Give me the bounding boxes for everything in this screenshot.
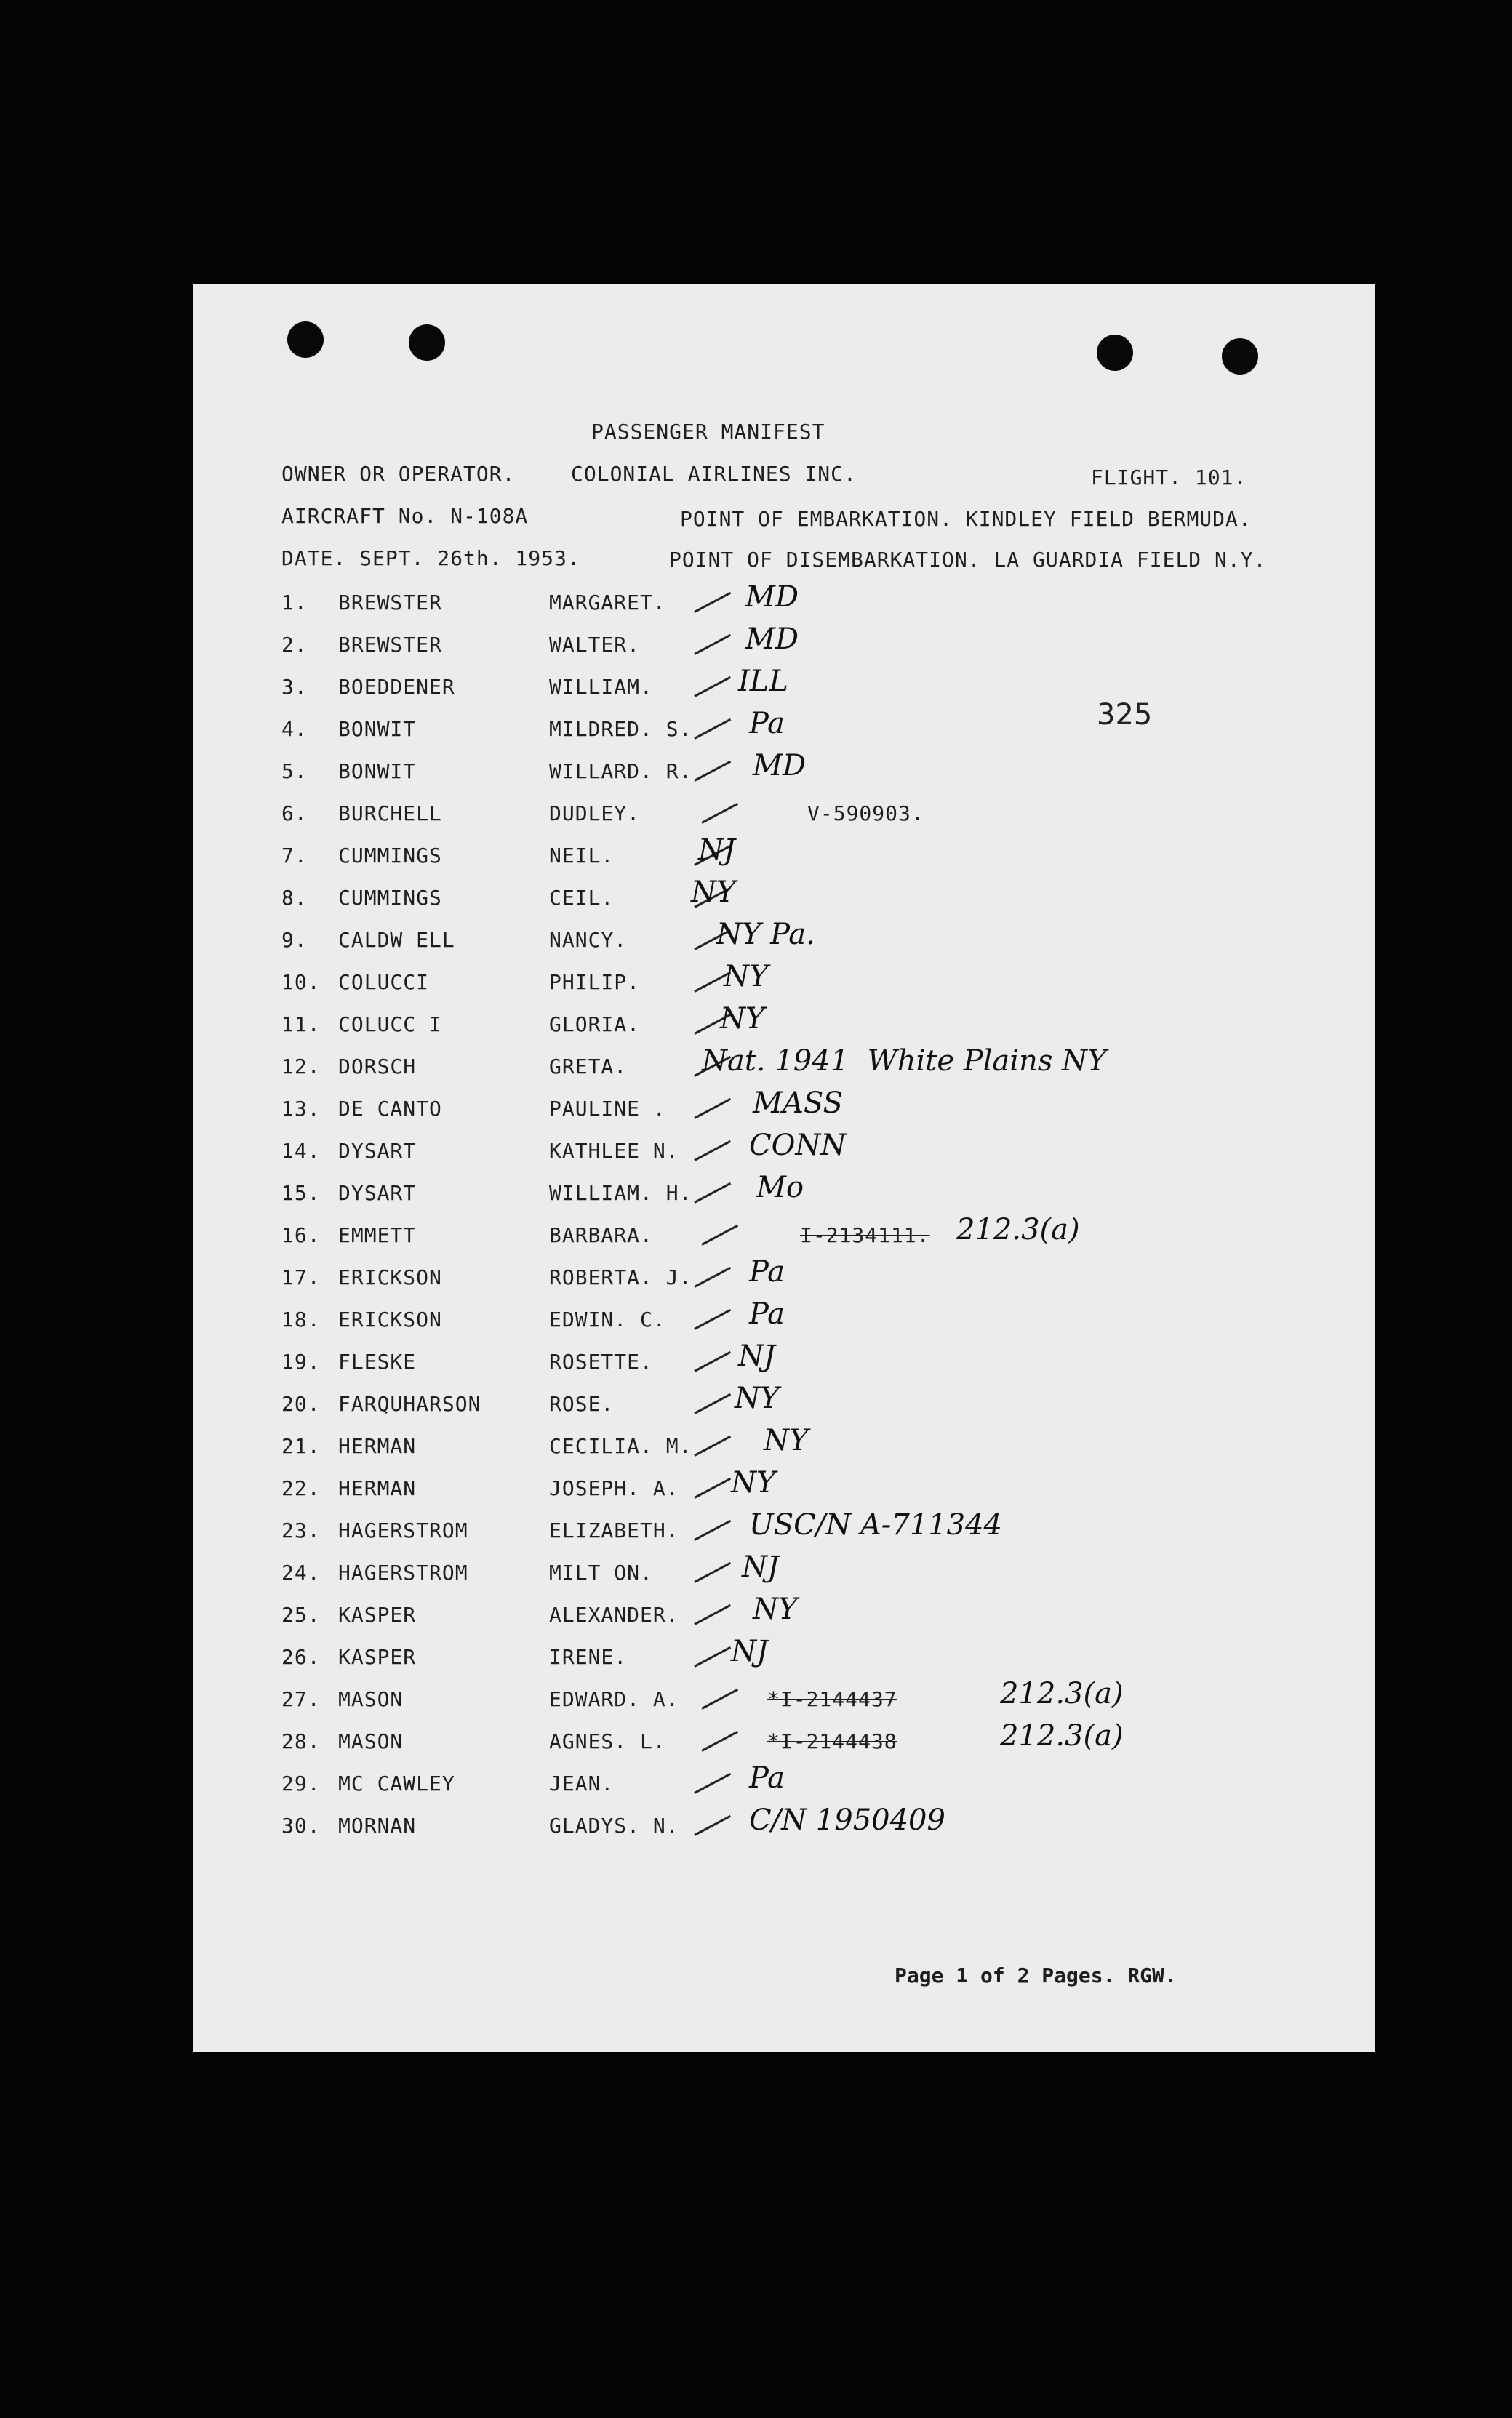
row-number: 8. bbox=[281, 886, 308, 910]
passenger-given-name: IRENE. bbox=[549, 1645, 628, 1669]
passenger-surname: ERICKSON bbox=[338, 1265, 442, 1289]
check-mark bbox=[694, 592, 731, 613]
check-mark bbox=[694, 1815, 731, 1836]
passenger-surname: HAGERSTROM bbox=[338, 1561, 468, 1585]
passenger-surname: BONWIT bbox=[338, 717, 417, 741]
passenger-surname: CUMMINGS bbox=[338, 886, 442, 910]
row-number: 6. bbox=[281, 801, 308, 825]
disembarkation-point: POINT OF DISEMBARKATION. LA GUARDIA FIELD N.Y. bbox=[669, 548, 1267, 572]
passenger-surname: BREWSTER bbox=[338, 633, 442, 657]
passenger-surname: MASON bbox=[338, 1729, 404, 1753]
passenger-surname: ERICKSON bbox=[338, 1308, 442, 1332]
row-number: 16. bbox=[281, 1223, 321, 1247]
passenger-surname: BREWSTER bbox=[338, 591, 442, 614]
page-footer: Page 1 of 2 Pages. RGW. bbox=[895, 1963, 1177, 1987]
row-number: 15. bbox=[281, 1181, 321, 1205]
passenger-surname: KASPER bbox=[338, 1603, 417, 1627]
passenger-given-name: MILT ON. bbox=[549, 1561, 653, 1585]
handwritten-note: Mo bbox=[756, 1171, 804, 1204]
passenger-given-name: KATHLEE N. bbox=[549, 1139, 679, 1163]
check-mark bbox=[694, 718, 731, 740]
check-mark bbox=[694, 1773, 731, 1794]
check-mark bbox=[694, 1182, 731, 1204]
handwritten-note: NY bbox=[735, 1382, 780, 1415]
row-number: 7. bbox=[281, 844, 308, 868]
passenger-given-name: WILLIAM. H. bbox=[549, 1181, 692, 1205]
owner-label: OWNER OR OPERATOR. bbox=[281, 462, 516, 486]
handwritten-note: NY Pa. bbox=[716, 918, 815, 951]
row-number: 12. bbox=[281, 1054, 321, 1078]
passenger-surname: FARQUHARSON bbox=[338, 1392, 481, 1416]
check-mark bbox=[694, 676, 731, 697]
check-mark bbox=[694, 1267, 731, 1288]
handwritten-note: NY bbox=[764, 1424, 809, 1457]
passenger-surname: KASPER bbox=[338, 1645, 417, 1669]
check-mark bbox=[694, 634, 731, 655]
handwritten-note: MD bbox=[745, 580, 799, 614]
passenger-given-name: ELIZABETH. bbox=[549, 1518, 679, 1542]
handwritten-note: USC/N A-711344 bbox=[749, 1508, 1003, 1542]
passenger-surname: BONWIT bbox=[338, 759, 417, 783]
passenger-given-name: PAULINE . bbox=[549, 1097, 666, 1121]
handwritten-note: ILL bbox=[738, 665, 788, 698]
handwritten-note: Pa bbox=[749, 707, 785, 740]
row-number: 2. bbox=[281, 633, 308, 657]
handwritten-note: MASS bbox=[753, 1086, 843, 1120]
passenger-surname: CALDW ELL bbox=[338, 928, 455, 952]
handwritten-note: Pa bbox=[749, 1761, 785, 1795]
passenger-given-name: ROBERTA. J. bbox=[549, 1265, 692, 1289]
handwritten-note: C/N 1950409 bbox=[749, 1804, 945, 1837]
handwritten-note: Nat. 1941 White Plains NY bbox=[702, 1044, 1107, 1078]
passenger-given-name: JEAN. bbox=[549, 1772, 615, 1796]
check-mark bbox=[694, 1351, 731, 1372]
handwritten-note: 212.3(a) bbox=[1000, 1677, 1124, 1710]
passenger-given-name: WILLARD. R. bbox=[549, 759, 692, 783]
check-mark bbox=[701, 1225, 738, 1246]
passenger-given-name: ALEXANDER. bbox=[549, 1603, 679, 1627]
registration-number: *I-2144437 bbox=[767, 1687, 897, 1711]
check-mark bbox=[694, 1393, 731, 1414]
row-number: 27. bbox=[281, 1687, 321, 1711]
handwritten-note: NY bbox=[691, 876, 736, 909]
stamp-number: 325 bbox=[1097, 698, 1153, 732]
passenger-given-name: MARGARET. bbox=[549, 591, 666, 614]
passenger-given-name: CEIL. bbox=[549, 886, 615, 910]
passenger-given-name: DUDLEY. bbox=[549, 801, 641, 825]
row-number: 29. bbox=[281, 1772, 321, 1796]
passenger-given-name: CECILIA. M. bbox=[549, 1434, 692, 1458]
passenger-given-name: AGNES. L. bbox=[549, 1729, 666, 1753]
passenger-given-name: JOSEPH. A. bbox=[549, 1476, 679, 1500]
row-number: 14. bbox=[281, 1139, 321, 1163]
passenger-surname: CUMMINGS bbox=[338, 844, 442, 868]
handwritten-note: MD bbox=[745, 622, 799, 656]
handwritten-note: NY bbox=[753, 1593, 798, 1626]
handwritten-note: 212.3(a) bbox=[956, 1213, 1080, 1246]
handwritten-note: CONN bbox=[749, 1129, 847, 1162]
punch-hole bbox=[287, 321, 324, 358]
passenger-surname: DYSART bbox=[338, 1139, 417, 1163]
row-number: 9. bbox=[281, 928, 308, 952]
passenger-given-name: MILDRED. S. bbox=[549, 717, 692, 741]
punch-hole bbox=[1222, 338, 1258, 375]
check-mark bbox=[694, 1309, 731, 1330]
row-number: 23. bbox=[281, 1518, 321, 1542]
passenger-surname: DE CANTO bbox=[338, 1097, 442, 1121]
embarkation-point: POINT OF EMBARKATION. KINDLEY FIELD BERMUDA. bbox=[680, 507, 1252, 531]
passenger-surname: HAGERSTROM bbox=[338, 1518, 468, 1542]
passenger-given-name: ROSETTE. bbox=[549, 1350, 653, 1374]
passenger-given-name: PHILIP. bbox=[549, 970, 641, 994]
row-number: 24. bbox=[281, 1561, 321, 1585]
passenger-surname: FLESKE bbox=[338, 1350, 417, 1374]
check-mark bbox=[694, 1478, 731, 1499]
passenger-surname: HERMAN bbox=[338, 1434, 417, 1458]
row-number: 13. bbox=[281, 1097, 321, 1121]
passenger-given-name: EDWARD. A. bbox=[549, 1687, 679, 1711]
handwritten-note: NJ bbox=[742, 1550, 780, 1584]
passenger-given-name: BARBARA. bbox=[549, 1223, 653, 1247]
handwritten-note: NY bbox=[731, 1466, 776, 1500]
row-number: 17. bbox=[281, 1265, 321, 1289]
passenger-surname: EMMETT bbox=[338, 1223, 417, 1247]
passenger-given-name: GRETA. bbox=[549, 1054, 628, 1078]
check-mark bbox=[694, 1098, 731, 1119]
punch-hole bbox=[1097, 335, 1133, 371]
passenger-given-name: NANCY. bbox=[549, 928, 628, 952]
registration-number: *I-2144438 bbox=[767, 1729, 897, 1753]
passenger-surname: COLUCC I bbox=[338, 1012, 442, 1036]
passenger-surname: DORSCH bbox=[338, 1054, 417, 1078]
passenger-surname: HERMAN bbox=[338, 1476, 417, 1500]
handwritten-note: NJ bbox=[738, 1340, 776, 1373]
row-number: 3. bbox=[281, 675, 308, 699]
row-number: 20. bbox=[281, 1392, 321, 1416]
handwritten-note: NJ bbox=[731, 1635, 769, 1668]
passenger-surname: BOEDDENER bbox=[338, 675, 455, 699]
passenger-surname: MC CAWLEY bbox=[338, 1772, 455, 1796]
row-number: 19. bbox=[281, 1350, 321, 1374]
flight-date: DATE. SEPT. 26th. 1953. bbox=[281, 546, 580, 570]
check-mark bbox=[694, 1562, 731, 1583]
row-number: 10. bbox=[281, 970, 321, 994]
check-mark bbox=[694, 1646, 731, 1668]
row-number: 4. bbox=[281, 717, 308, 741]
registration-number: I-2134111. bbox=[800, 1223, 930, 1247]
handwritten-note: NY bbox=[724, 960, 769, 993]
handwritten-note: NJ bbox=[698, 833, 736, 867]
handwritten-note: Pa bbox=[749, 1297, 785, 1331]
passenger-given-name: WILLIAM. bbox=[549, 675, 653, 699]
passenger-given-name: NEIL. bbox=[549, 844, 615, 868]
row-number: 11. bbox=[281, 1012, 321, 1036]
passenger-surname: BURCHELL bbox=[338, 801, 442, 825]
row-number: 26. bbox=[281, 1645, 321, 1669]
check-mark bbox=[694, 761, 731, 782]
manifest-page bbox=[193, 284, 1375, 2052]
passenger-given-name: ROSE. bbox=[549, 1392, 615, 1416]
row-number: 5. bbox=[281, 759, 308, 783]
row-number: 21. bbox=[281, 1434, 321, 1458]
check-mark bbox=[694, 1520, 731, 1541]
check-mark bbox=[694, 1140, 731, 1161]
aircraft-number: AIRCRAFT No. N-108A bbox=[281, 504, 529, 528]
check-mark bbox=[701, 803, 738, 824]
flight-number: FLIGHT. 101. bbox=[1091, 465, 1247, 489]
passenger-given-name: GLORIA. bbox=[549, 1012, 641, 1036]
row-number: 30. bbox=[281, 1814, 321, 1838]
check-mark bbox=[701, 1689, 738, 1710]
passenger-surname: MASON bbox=[338, 1687, 404, 1711]
owner-value: COLONIAL AIRLINES INC. bbox=[571, 462, 857, 486]
page-title: PASSENGER MANIFEST bbox=[591, 420, 825, 444]
handwritten-note: 212.3(a) bbox=[1000, 1719, 1124, 1753]
row-number: 18. bbox=[281, 1308, 321, 1332]
row-number: 1. bbox=[281, 591, 308, 614]
passenger-given-name: EDWIN. C. bbox=[549, 1308, 666, 1332]
handwritten-note: Pa bbox=[749, 1255, 785, 1289]
passenger-given-name: WALTER. bbox=[549, 633, 641, 657]
check-mark bbox=[701, 1731, 738, 1752]
row-number: 28. bbox=[281, 1729, 321, 1753]
check-mark bbox=[694, 1604, 731, 1625]
passenger-given-name: GLADYS. N. bbox=[549, 1814, 679, 1838]
passenger-surname: DYSART bbox=[338, 1181, 417, 1205]
row-number: 25. bbox=[281, 1603, 321, 1627]
passenger-surname: COLUCCI bbox=[338, 970, 430, 994]
row-number: 22. bbox=[281, 1476, 321, 1500]
handwritten-note: NY bbox=[720, 1002, 765, 1036]
passenger-surname: MORNAN bbox=[338, 1814, 417, 1838]
registration-number: V-590903. bbox=[807, 801, 924, 825]
punch-hole bbox=[409, 324, 445, 361]
check-mark bbox=[694, 1436, 731, 1457]
handwritten-note: MD bbox=[753, 749, 807, 782]
